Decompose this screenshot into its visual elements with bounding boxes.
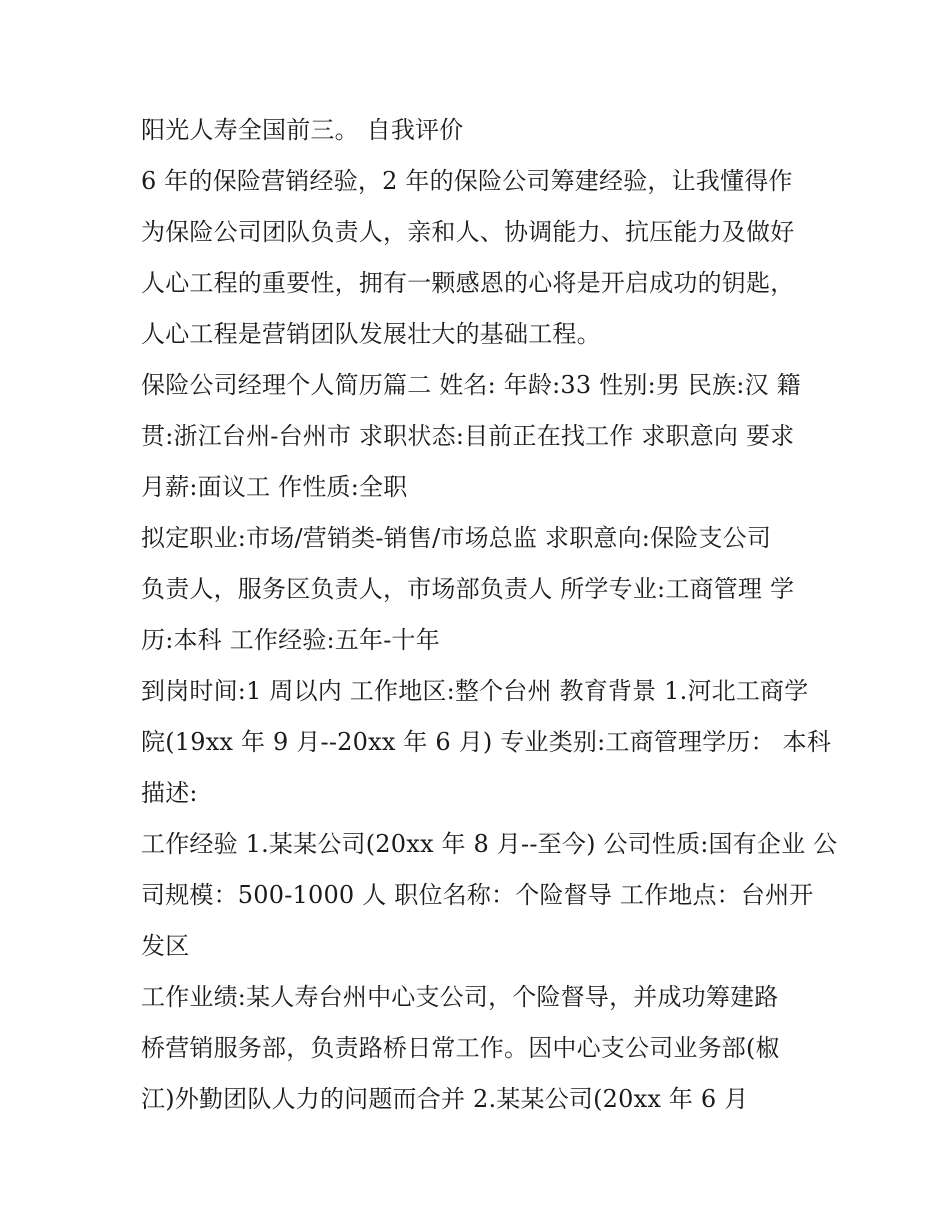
text-line: 人心工程是营销团队发展壮大的基础工程。: [141, 320, 601, 348]
text-line: 6 年的保险营销经验，2 年的保险公司筹建经验，让我懂得作: [141, 167, 793, 195]
text-line: 描述:: [141, 779, 198, 807]
text-line: 江)外勤团队人力的问题而合并 2.某某公司(20xx 年 6 月: [141, 1085, 749, 1113]
text-line: 历:本科 工作经验:五年-十年: [141, 626, 440, 654]
text-line: 贯:浙江台州-台州市 求职状态:目前正在找工作 求职意向 要求: [141, 422, 795, 450]
text-line: 人心工程的重要性，拥有一颗感恩的心将是开启成功的钥匙，: [141, 269, 795, 297]
text-line: 为保险公司团队负责人，亲和人、协调能力、抗压能力及做好: [141, 218, 795, 246]
text-line: 到岗时间:1 周以内 工作地区:整个台州 教育背景 1.河北工商学: [141, 677, 809, 705]
text-line: 月薪:面议工 作性质:全职: [141, 473, 408, 501]
text-line: 负责人，服务区负责人，市场部负责人 所学专业:工商管理 学: [141, 575, 795, 603]
text-line: 工作经验 1.某某公司(20xx 年 8 月--至今) 公司性质:国有企业 公: [141, 830, 838, 858]
document-body: [141, 108, 838, 1128]
text-line: 保险公司经理个人简历篇二 姓名: 年龄:33 性别:男 民族:汉 籍: [141, 371, 801, 399]
text-line: 院(19xx 年 9 月--20xx 年 6 月) 专业类别:工商管理学历： 本科: [141, 728, 832, 756]
text-line: 司规模：500-1000 人 职位名称：个险督导 工作地点：台州开: [141, 881, 814, 909]
text-line: 工作业绩:某人寿台州中心支公司，个险督导，并成功筹建路: [141, 983, 779, 1011]
text-line: 发区: [141, 932, 190, 960]
text-line: 拟定职业:市场/营销类-销售/市场总监 求职意向:保险支公司: [141, 524, 772, 552]
text-line: 桥营销服务部，负责路桥日常工作。因中心支公司业务部(椒: [141, 1034, 780, 1062]
text-line: 阳光人寿全国前三。 自我评价: [141, 116, 464, 144]
